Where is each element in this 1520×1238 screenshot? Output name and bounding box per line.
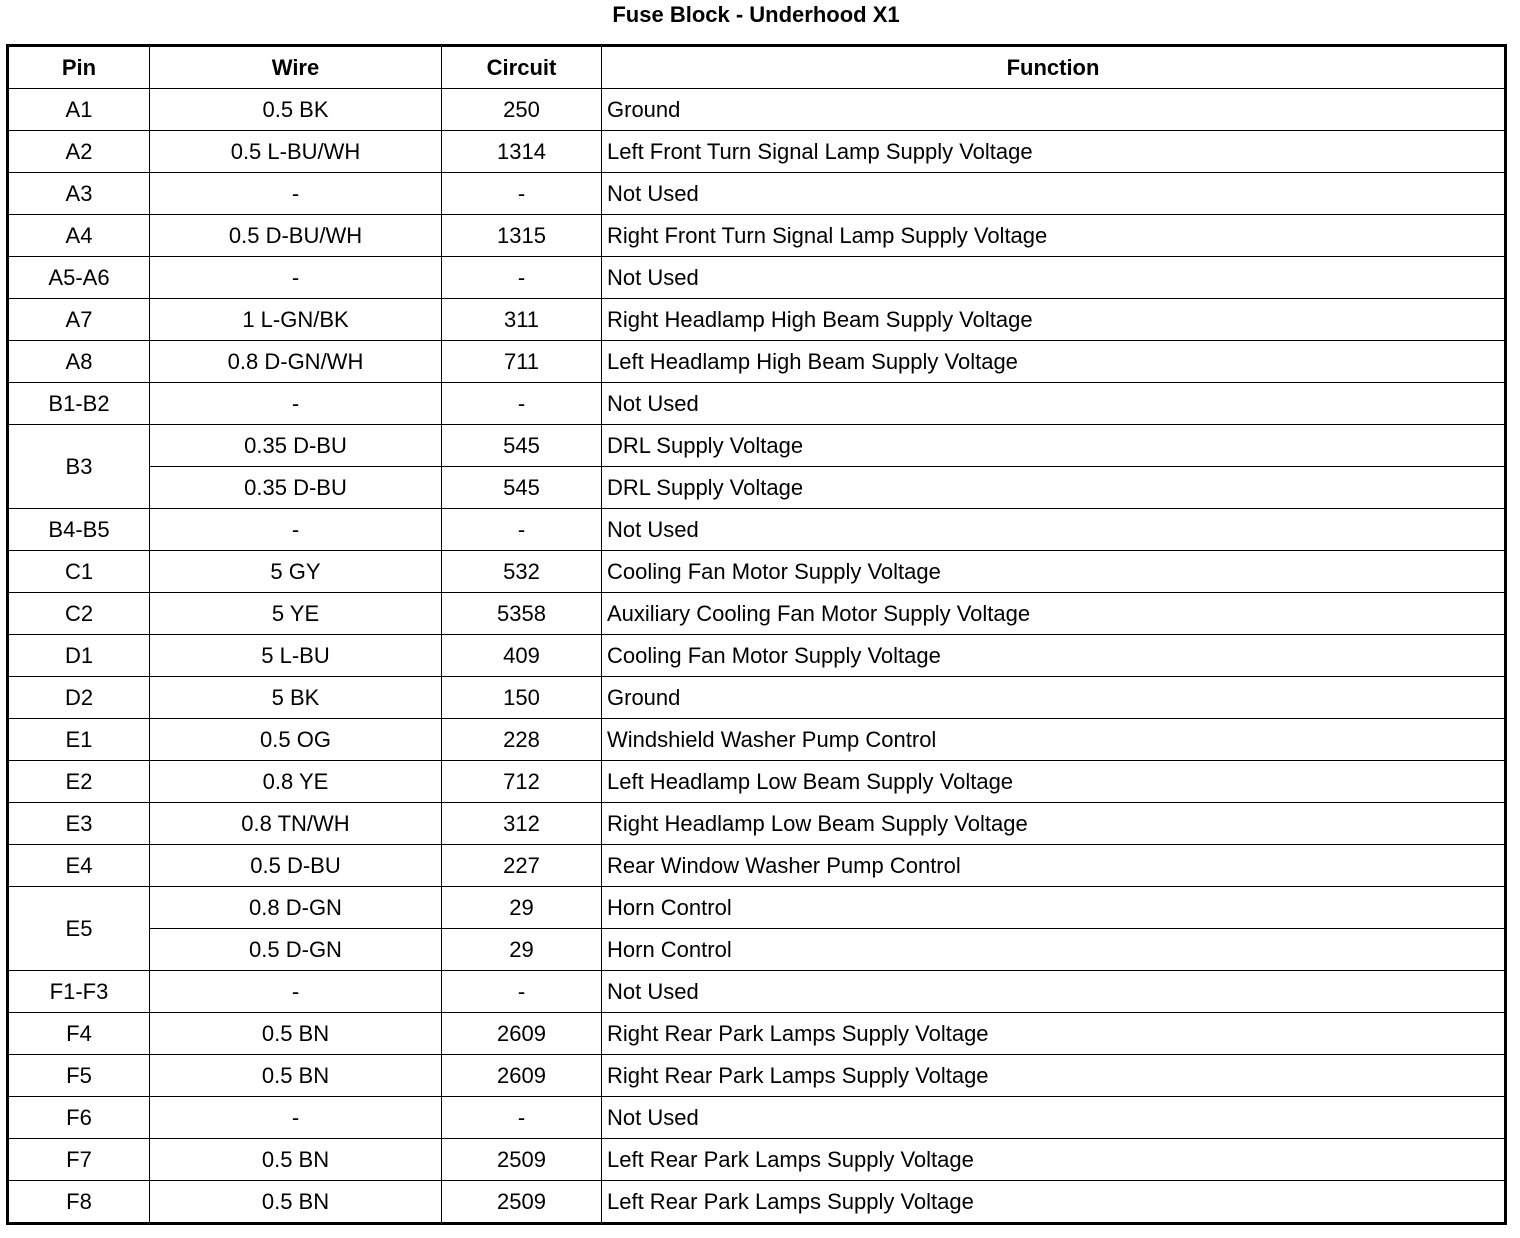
circuit-cell: -: [442, 173, 602, 215]
circuit-cell: 2509: [442, 1181, 602, 1224]
table-row: [8, 131, 1506, 173]
circuit-cell: -: [442, 1097, 602, 1139]
wire-cell: 0.5 D-BU: [150, 845, 442, 887]
wire-cell: 0.35 D-BU: [150, 467, 442, 509]
wire-cell: 0.5 BN: [150, 1013, 442, 1055]
wire-cell: 0.8 TN/WH: [150, 803, 442, 845]
wire-cell: 0.35 D-BU: [150, 425, 442, 467]
table-row: [8, 845, 1506, 887]
wire-cell: 1 L-GN/BK: [150, 299, 442, 341]
table-row: [8, 425, 1506, 467]
table-row: [8, 341, 1506, 383]
function-cell: Right Front Turn Signal Lamp Supply Voltage: [602, 215, 1506, 257]
circuit-cell: 545: [442, 425, 602, 467]
wire-cell: 0.5 D-GN: [150, 929, 442, 971]
circuit-cell: 1315: [442, 215, 602, 257]
table-row: [8, 635, 1506, 677]
function-cell: Not Used: [602, 971, 1506, 1013]
table-row: [8, 1097, 1506, 1139]
pin-cell: E2: [8, 761, 150, 803]
table-row: [8, 467, 1506, 509]
function-cell: Horn Control: [602, 929, 1506, 971]
circuit-cell: 1314: [442, 131, 602, 173]
function-cell: Right Headlamp Low Beam Supply Voltage: [602, 803, 1506, 845]
function-cell: Cooling Fan Motor Supply Voltage: [602, 635, 1506, 677]
page-title: Fuse Block - Underhood X1: [612, 2, 900, 27]
wire-cell: 5 YE: [150, 593, 442, 635]
circuit-cell: 2609: [442, 1055, 602, 1097]
function-cell: Right Headlamp High Beam Supply Voltage: [602, 299, 1506, 341]
wire-cell: 0.8 D-GN/WH: [150, 341, 442, 383]
pin-cell: A2: [8, 131, 150, 173]
function-cell: Ground: [602, 89, 1506, 131]
wire-cell: 0.5 OG: [150, 719, 442, 761]
circuit-cell: 228: [442, 719, 602, 761]
table-row: [8, 1181, 1506, 1224]
circuit-cell: 311: [442, 299, 602, 341]
circuit-cell: -: [442, 257, 602, 299]
function-cell: Not Used: [602, 1097, 1506, 1139]
table-row: [8, 1139, 1506, 1181]
pin-cell: B4-B5: [8, 509, 150, 551]
pin-cell: F7: [8, 1139, 150, 1181]
table-row: [8, 677, 1506, 719]
wire-cell: 0.5 BK: [150, 89, 442, 131]
table-row: [8, 509, 1506, 551]
wire-cell: 5 BK: [150, 677, 442, 719]
pin-cell: F1-F3: [8, 971, 150, 1013]
function-cell: Windshield Washer Pump Control: [602, 719, 1506, 761]
table-row: [8, 1055, 1506, 1097]
function-cell: Left Rear Park Lamps Supply Voltage: [602, 1139, 1506, 1181]
wire-cell: 0.5 D-BU/WH: [150, 215, 442, 257]
table-row: [8, 173, 1506, 215]
pin-table: [6, 44, 1507, 1225]
table-row: [8, 971, 1506, 1013]
circuit-cell: 532: [442, 551, 602, 593]
table-row: [8, 803, 1506, 845]
function-cell: Right Rear Park Lamps Supply Voltage: [602, 1055, 1506, 1097]
pin-cell: F8: [8, 1181, 150, 1224]
function-cell: Horn Control: [602, 887, 1506, 929]
pin-cell: A7: [8, 299, 150, 341]
pin-cell: A3: [8, 173, 150, 215]
header-function: Function: [602, 46, 1506, 89]
table-row: [8, 761, 1506, 803]
wire-cell: 5 L-BU: [150, 635, 442, 677]
pin-cell: E1: [8, 719, 150, 761]
circuit-cell: 250: [442, 89, 602, 131]
table-row: [8, 593, 1506, 635]
function-cell: Left Headlamp Low Beam Supply Voltage: [602, 761, 1506, 803]
wire-cell: 0.8 D-GN: [150, 887, 442, 929]
function-cell: Left Front Turn Signal Lamp Supply Voltage: [602, 131, 1506, 173]
table-row: [8, 887, 1506, 929]
pin-cell: F6: [8, 1097, 150, 1139]
pin-cell: E4: [8, 845, 150, 887]
wire-cell: -: [150, 509, 442, 551]
function-cell: Not Used: [602, 383, 1506, 425]
pin-cell: D2: [8, 677, 150, 719]
table-row: [8, 929, 1506, 971]
function-cell: Left Rear Park Lamps Supply Voltage: [602, 1181, 1506, 1224]
wire-cell: 0.5 BN: [150, 1139, 442, 1181]
header-row: [8, 46, 1506, 89]
wire-cell: 0.8 YE: [150, 761, 442, 803]
function-cell: Not Used: [602, 509, 1506, 551]
table-row: [8, 299, 1506, 341]
pin-cell: C2: [8, 593, 150, 635]
function-cell: Not Used: [602, 173, 1506, 215]
table-row: [8, 719, 1506, 761]
pin-cell: E5: [8, 887, 150, 971]
function-cell: Left Headlamp High Beam Supply Voltage: [602, 341, 1506, 383]
table-body: [8, 89, 1506, 1224]
table-row: [8, 215, 1506, 257]
circuit-cell: 29: [442, 887, 602, 929]
pin-cell: F5: [8, 1055, 150, 1097]
circuit-cell: -: [442, 971, 602, 1013]
pin-cell: B3: [8, 425, 150, 509]
function-cell: Not Used: [602, 257, 1506, 299]
header-wire: Wire: [150, 46, 442, 89]
table-row: [8, 257, 1506, 299]
wire-cell: -: [150, 971, 442, 1013]
table-row: [8, 1013, 1506, 1055]
pin-cell: A1: [8, 89, 150, 131]
pin-cell: B1-B2: [8, 383, 150, 425]
wire-cell: 0.5 BN: [150, 1055, 442, 1097]
table-row: [8, 383, 1506, 425]
pin-cell: D1: [8, 635, 150, 677]
circuit-cell: 29: [442, 929, 602, 971]
circuit-cell: 711: [442, 341, 602, 383]
circuit-cell: 2609: [442, 1013, 602, 1055]
wire-cell: 5 GY: [150, 551, 442, 593]
table-row: [8, 551, 1506, 593]
function-cell: Ground: [602, 677, 1506, 719]
pin-cell: A8: [8, 341, 150, 383]
circuit-cell: 545: [442, 467, 602, 509]
circuit-cell: -: [442, 383, 602, 425]
wire-cell: -: [150, 383, 442, 425]
wire-cell: -: [150, 257, 442, 299]
circuit-cell: -: [442, 509, 602, 551]
function-cell: DRL Supply Voltage: [602, 467, 1506, 509]
table-header: [8, 46, 1506, 89]
circuit-cell: 5358: [442, 593, 602, 635]
function-cell: Rear Window Washer Pump Control: [602, 845, 1506, 887]
pin-cell: A4: [8, 215, 150, 257]
header-circuit: Circuit: [442, 46, 602, 89]
pin-cell: E3: [8, 803, 150, 845]
function-cell: DRL Supply Voltage: [602, 425, 1506, 467]
pin-cell: F4: [8, 1013, 150, 1055]
circuit-cell: 2509: [442, 1139, 602, 1181]
wire-cell: -: [150, 173, 442, 215]
table-row: [8, 89, 1506, 131]
circuit-cell: 712: [442, 761, 602, 803]
circuit-cell: 409: [442, 635, 602, 677]
circuit-cell: 150: [442, 677, 602, 719]
wire-cell: 0.5 BN: [150, 1181, 442, 1224]
circuit-cell: 227: [442, 845, 602, 887]
header-pin: Pin: [8, 46, 150, 89]
pin-cell: C1: [8, 551, 150, 593]
function-cell: Right Rear Park Lamps Supply Voltage: [602, 1013, 1506, 1055]
function-cell: Auxiliary Cooling Fan Motor Supply Voltage: [602, 593, 1506, 635]
function-cell: Cooling Fan Motor Supply Voltage: [602, 551, 1506, 593]
wire-cell: 0.5 L-BU/WH: [150, 131, 442, 173]
wire-cell: -: [150, 1097, 442, 1139]
circuit-cell: 312: [442, 803, 602, 845]
pin-cell: A5-A6: [8, 257, 150, 299]
